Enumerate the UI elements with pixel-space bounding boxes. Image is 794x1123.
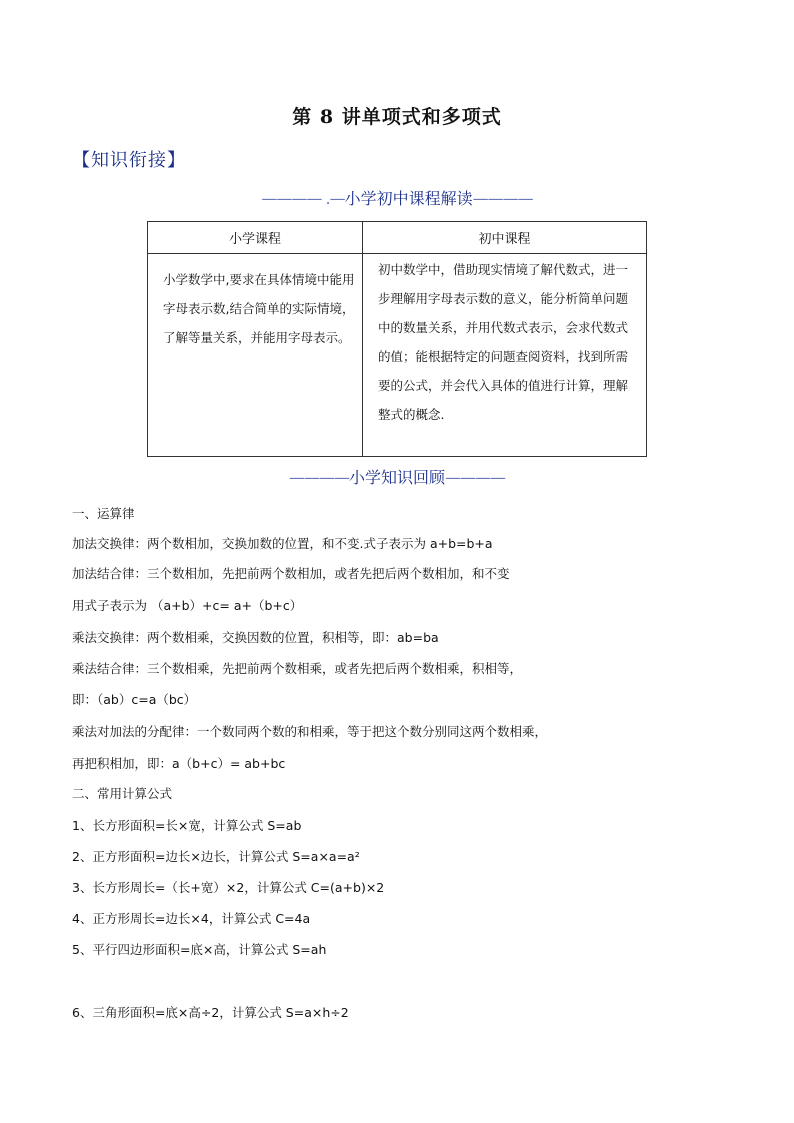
formula-line: 6、三角形面积=底×高÷2，计算公式 S=a×h÷2 bbox=[72, 1005, 349, 1020]
text-line: 乘法结合律：三个数相乘，先把前两个数相乘，或者先把后两个数相乘，积相等， bbox=[72, 661, 523, 676]
middle-cell-text: 初中数学中，借助现实情境了解代数式，进一步理解用字母表示数的意义，能分析简单问题中的数量关系，并用代数式表示，会求代数式的值；能根据特定的问题查阅资料，找到所需要的公式，并会代入具体的值进行计算，理解整式的概念. bbox=[378, 262, 629, 422]
formula-line: 3、长方形周长=（长+宽）×2，计算公式 C=(a+b)×2 bbox=[72, 880, 385, 895]
header-primary: 小学课程 bbox=[148, 222, 363, 254]
review-heading-text: 小学知识回顾 bbox=[348, 468, 445, 487]
header-middle: 初中课程 bbox=[363, 222, 647, 254]
text-line: 再把积相加，即：a（b+c）= ab+bc bbox=[72, 756, 286, 771]
curriculum-table bbox=[147, 221, 647, 457]
formula-line: 2、正方形面积=边长×边长，计算公式 S=a×a=a² bbox=[72, 849, 360, 864]
table-row bbox=[148, 254, 647, 457]
heading-dash-right: ———— bbox=[472, 189, 533, 208]
curriculum-heading-text: 小学初中课程解读 bbox=[344, 189, 473, 208]
knowledge-connection-label: 【知识衔接】 bbox=[72, 150, 186, 171]
section-heading-laws: 一、运算律 bbox=[72, 506, 135, 521]
primary-cell bbox=[148, 254, 363, 457]
middle-cell bbox=[363, 254, 647, 457]
text-line: 加法结合律：三个数相加，先把前两个数相加，或者先把后两个数相加，和不变 bbox=[72, 566, 510, 581]
text-line: 乘法交换律：两个数相乘，交换因数的位置，积相等，即：ab=ba bbox=[72, 630, 439, 645]
formula-line: 1、长方形面积=长×宽，计算公式 S=ab bbox=[72, 818, 302, 833]
heading-dash-right: ———— bbox=[445, 468, 505, 487]
heading-dash-left: ———— bbox=[288, 468, 349, 487]
text-line: 即：（ab）c=a（bc） bbox=[72, 692, 197, 707]
section-heading-formulas: 二、常用计算公式 bbox=[72, 786, 173, 801]
text-line: 乘法对加法的分配律：一个数同两个数的和相乘，等于把这个数分别同这两个数相乘， bbox=[72, 724, 548, 739]
formula-line: 4、正方形周长=边长×4，计算公式 C=4a bbox=[72, 911, 311, 926]
page-title: 第 8 讲单项式和多项式 bbox=[292, 106, 502, 128]
text-line: 用式子表示为 （a+b）+c= a+（b+c） bbox=[72, 598, 303, 613]
heading-dash-left: ———— .— bbox=[261, 189, 345, 208]
formula-line: 5、平行四边形面积=底×高，计算公式 S=ah bbox=[72, 942, 327, 957]
review-heading bbox=[0, 465, 794, 488]
text-line: 加法交换律：两个数相加，交换加数的位置，和不变.式子表示为 a+b=b+a bbox=[72, 536, 493, 551]
curriculum-heading bbox=[0, 186, 794, 209]
primary-cell-text: 小学数学中,要求在具体情境中能用字母表示数,结合简单的实际情境，了解等量关系，并能用字母表示。 bbox=[163, 272, 355, 345]
table-header-row bbox=[148, 222, 647, 254]
